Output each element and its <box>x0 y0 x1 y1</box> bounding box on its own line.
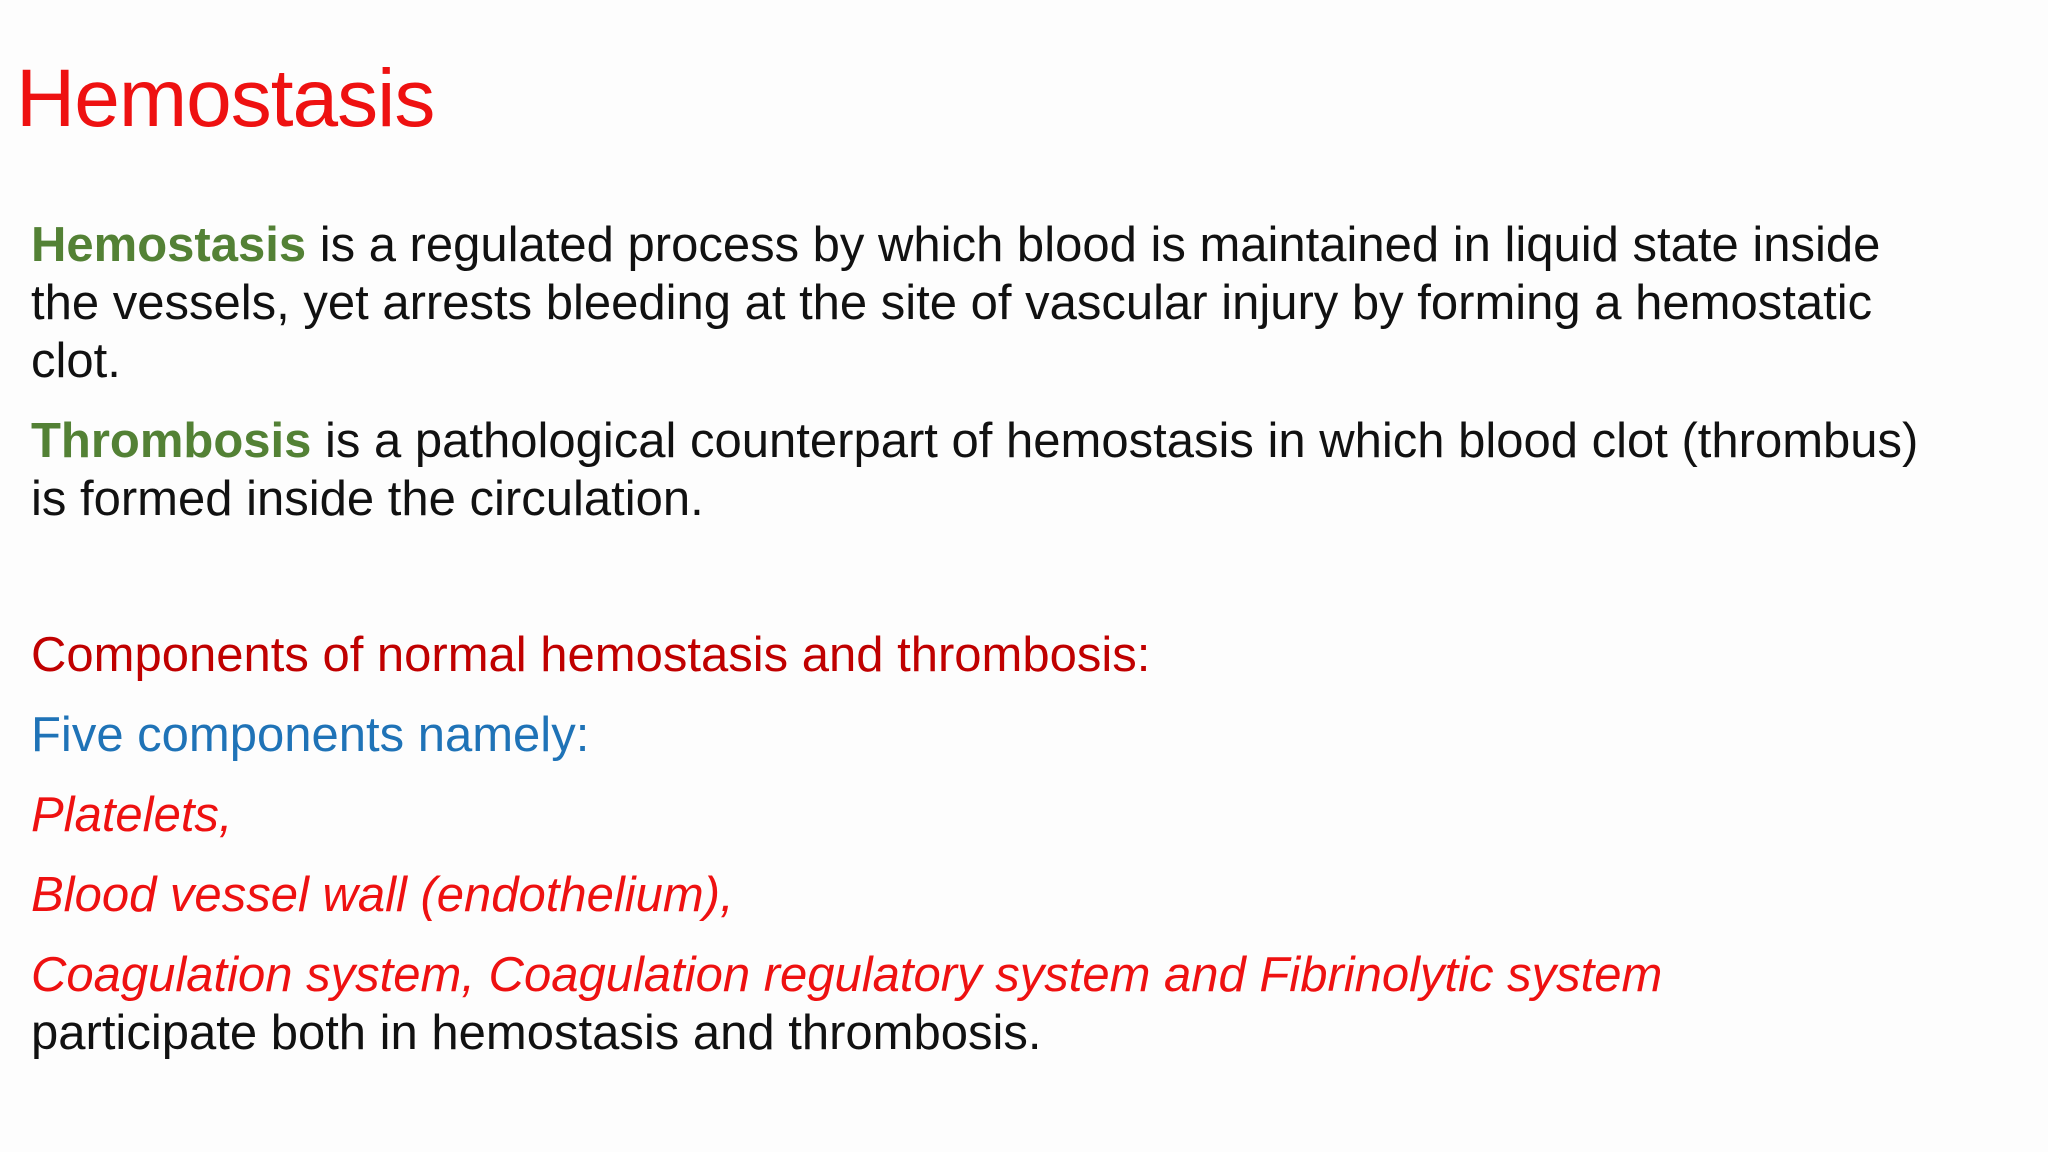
components-heading: Components of normal hemostasis and thrombosis: <box>31 628 1151 682</box>
hemostasis-term: Hemostasis <box>31 218 307 272</box>
slide-body <box>31 216 1931 1062</box>
thrombosis-definition-text: is a pathological counterpart of hemostasis in which blood clot (thrombus) is formed inside the circulation. <box>31 414 1919 526</box>
conclusion-text: participate both in hemostasis and thrombosis. <box>31 1006 1042 1060</box>
thrombosis-term: Thrombosis <box>31 414 312 468</box>
hemostasis-definition-text: is a regulated process by which blood is maintained in liquid state inside the vessels, yet arrests bleeding at the site of vascular injury by forming a hemostatic clot. <box>31 218 1881 388</box>
component-item-vessel-wall: Blood vessel wall (endothelium), <box>31 868 734 922</box>
systems-list-text: Coagulation system, Coagulation regulatory system and Fibrinolytic system <box>31 948 1663 1002</box>
component-item-platelets: Platelets, <box>31 788 233 842</box>
slide-title: Hemostasis <box>16 53 435 144</box>
five-components-label: Five components namely: <box>31 708 590 762</box>
hemostasis-definition <box>31 216 1931 390</box>
thrombosis-definition <box>31 412 1931 528</box>
component-item-systems <box>31 946 1931 1062</box>
